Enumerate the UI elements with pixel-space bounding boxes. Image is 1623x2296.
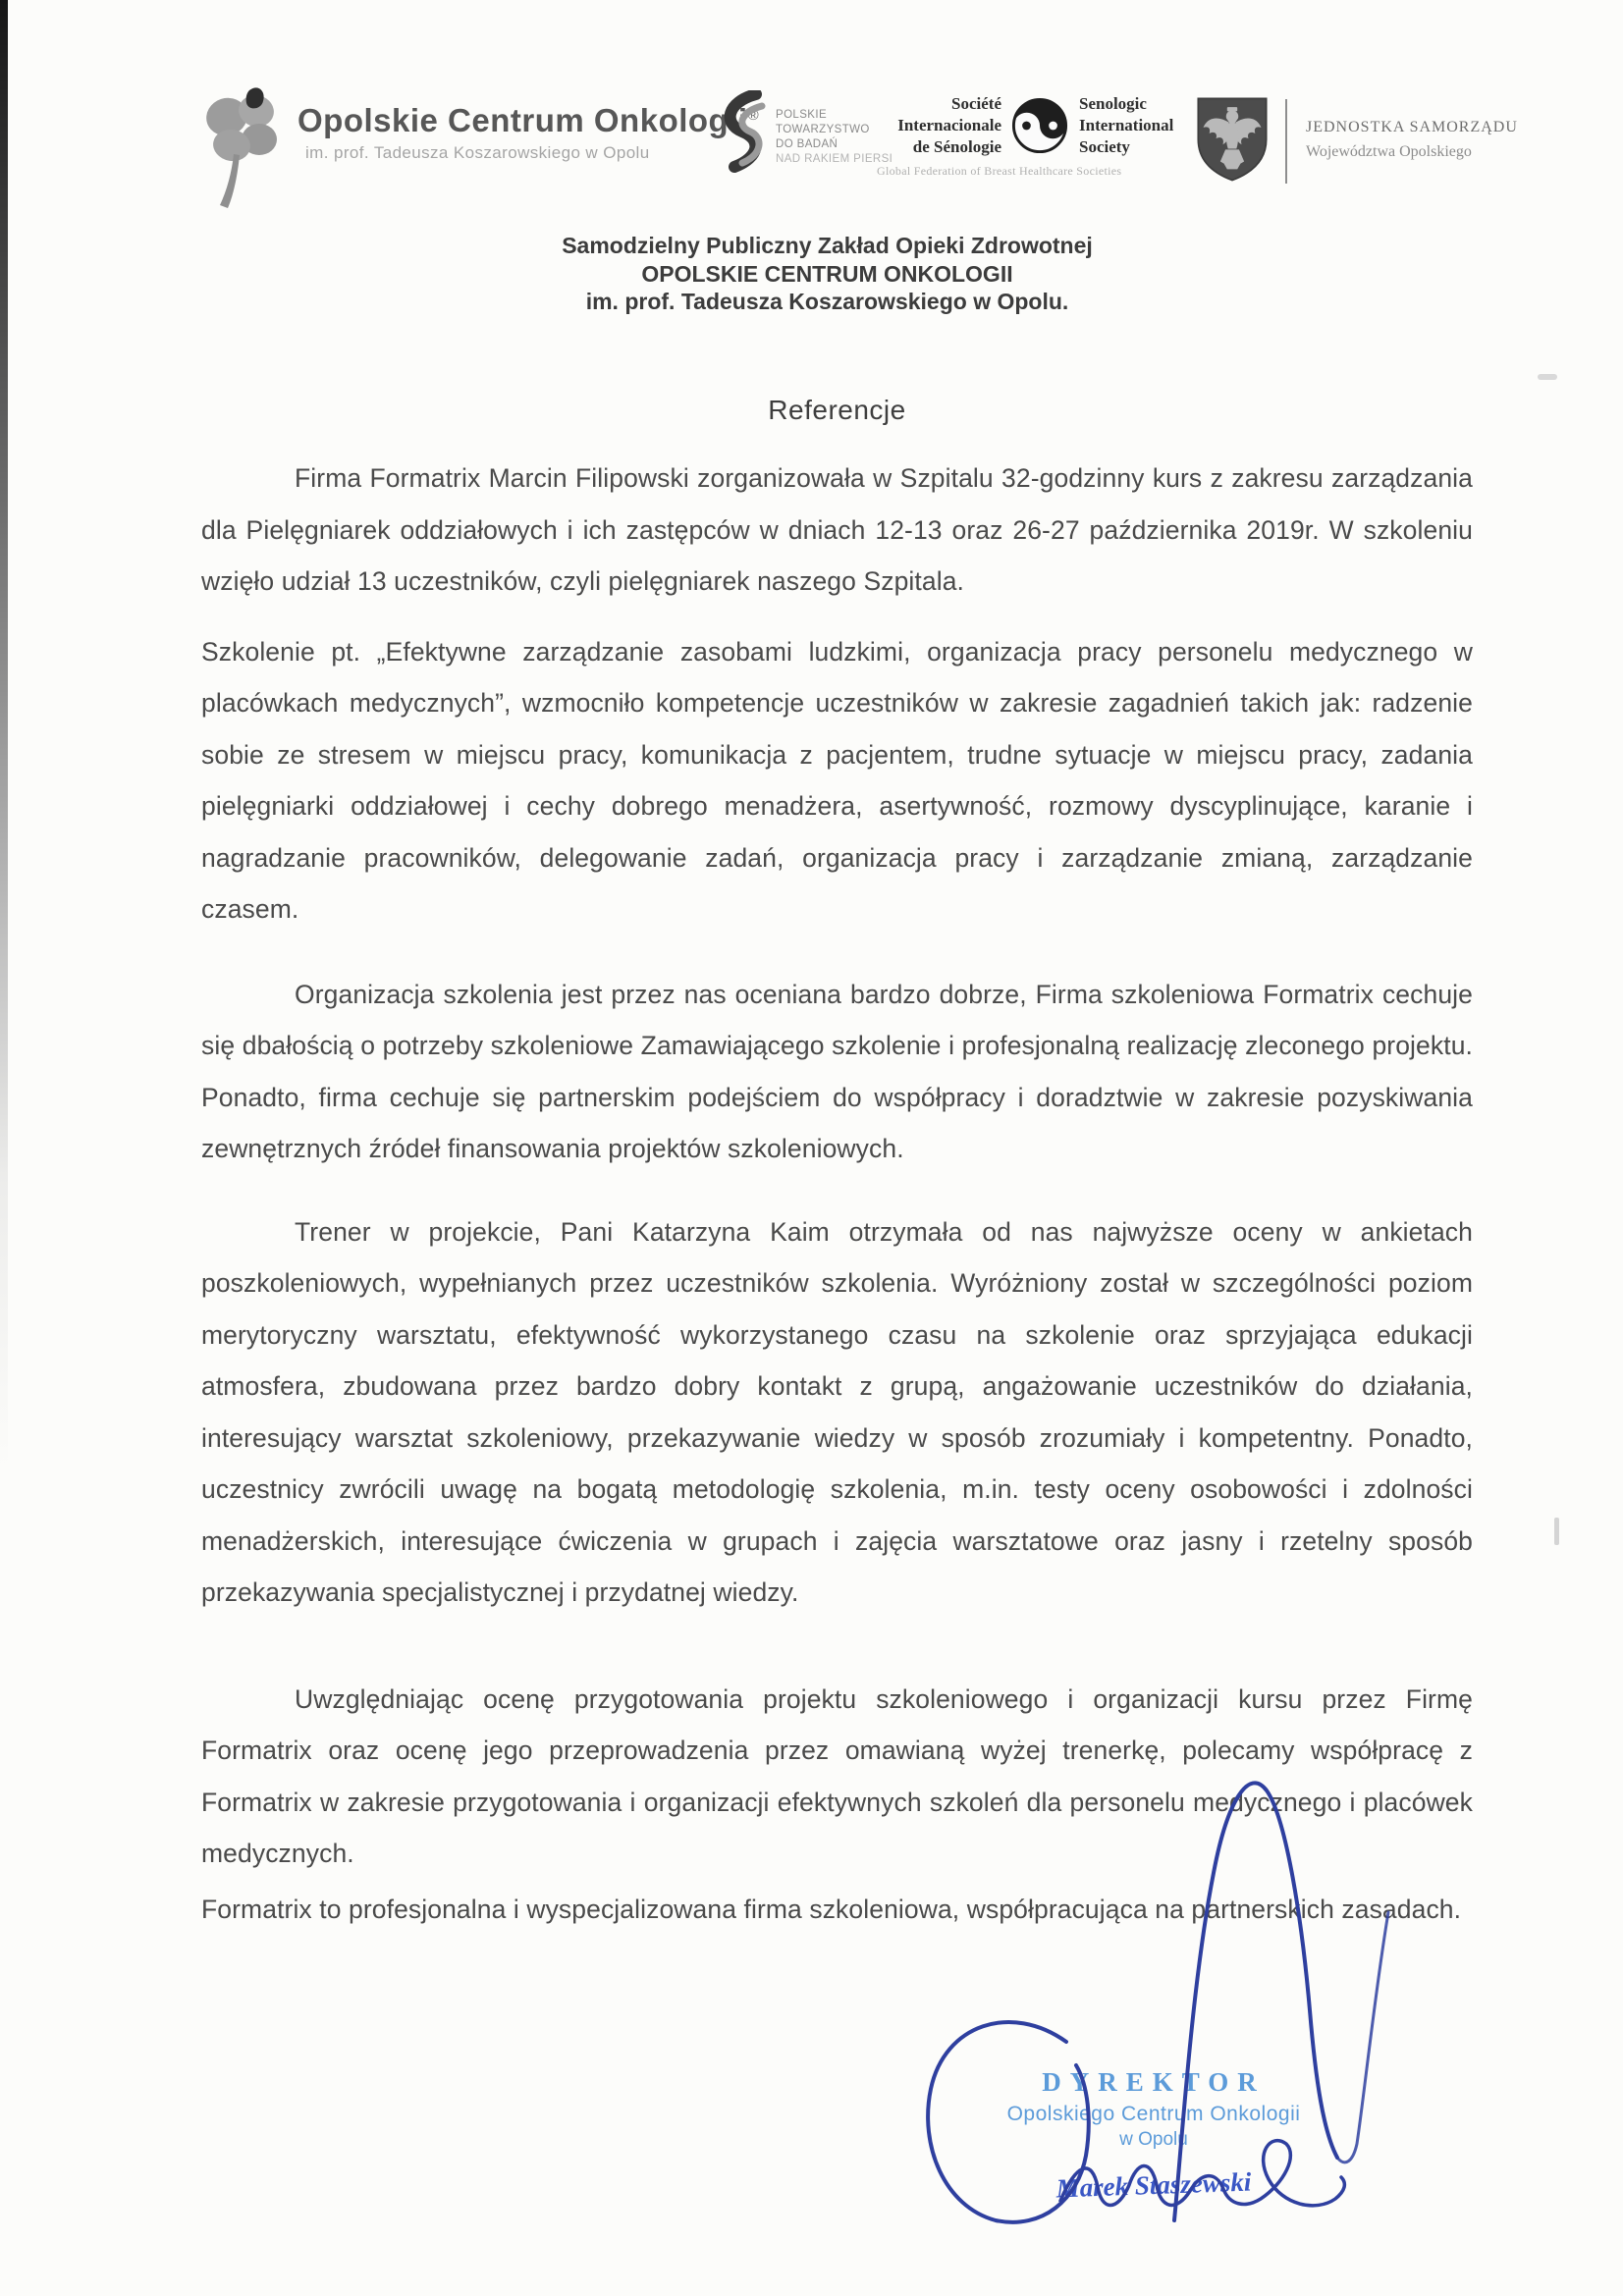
unit-line: Województwa Opolskiego <box>1306 143 1472 160</box>
org-name-text: Opolskie Centrum Onkologii <box>298 102 748 138</box>
stamp-role: DYREKTOR <box>1042 2067 1266 2097</box>
paragraph: Szkolenie pt. „Efektywne zarządzanie zasobami ludzkimi, organizacja pracy personelu medycznego w placówkach medycznych”, wzmocniło kompetencje uczestników w zakresie zagadnień takich jak: radzenie sobie ze stresem w miejscu pracy, komunikacja z pacjentem, trudne sytuacje w miejscu pracy, zadania pielęgniarki oddziałowej i cechy dobrego menadżera, asertywność, rozmowy dyscyplinujące, karanie i nagradzanie pracowników, delegowanie zadań, organizacja pracy i zarządzanie zmianą, zarządzanie czasem. <box>201 636 1473 924</box>
sis-english-line: Society <box>1079 137 1130 156</box>
address-line: OPOLSKIE CENTRUM ONKOLOGII <box>641 260 1013 287</box>
society-name-line: POLSKIE <box>776 109 828 121</box>
sis-french-line: Internacionale <box>897 116 1001 134</box>
scan-edge-shadow <box>0 0 8 1472</box>
society-name-line: NAD RAKIEM PIERSI <box>776 153 893 165</box>
sis-french-line: Société <box>951 94 1001 113</box>
stamp-signer-name: Marek Staszewski <box>1055 2166 1252 2204</box>
address-line: Samodzielny Publiczny Zakład Opieki Zdrowotnej <box>562 233 1093 258</box>
sis-french-line: de Sénologie <box>912 137 1001 156</box>
stamp-city: w Opolu <box>1119 2129 1188 2150</box>
paragraph: Uwzględniając ocenę przygotowania projektu szkoleniowego i organizacji kursu przez Firmę Formatrix oraz ocenę jego przeprowadzenia przez omawianą wyżej trenerkę, polecamy współpracę z Formatrix w zakresie przygotowania i organizacji efektywnych szkoleń dla personelu medycznego i placówek medycznych. <box>201 1683 1473 1868</box>
paragraph: Trener w projekcie, Pani Katarzyna Kaim otrzymała od nas najwyższe oceny w ankietach poszkoleniowych, wypełnianych przez uczestników szkolenia. Wyróżniony został w szczególności poziom merytoryczny warsztatu, efektywność wykorzystanego czasu na szkolenie oraz sprzyjająca edukacji atmosfera, zbudowana przez bardzo dobry kontakt z grupą, angażowanie uczestników do działania, interesujący warsztat szkoleniowy, przekazywanie wiedzy w sposób zrozumiały i kompetentny. Ponadto, uczestnicy zwrócili uwagę na bogatą metodologię szkolenia, m.in. testy oceny osobowości i zdolności menadżerskich, interesujące ćwiczenia w grupach i zajęcia warsztatowe oraz jasny i rzetelny sposób przekazywania specjalistycznej i przydatnej wiedzy. <box>201 1216 1473 1607</box>
stamp-org: Opolskiego Centrum Onkologii <box>1006 2103 1301 2125</box>
scan-artifact <box>1554 1518 1559 1545</box>
society-name-line: TOWARZYSTWO <box>776 124 870 135</box>
director-stamp <box>967 2067 1340 2204</box>
paragraph: Formatrix to profesjonalna i wyspecjalizowana firma szkoleniowa, współpracująca na partnerskich zasadach. <box>201 1894 1462 1924</box>
sis-english-line: International <box>1079 116 1174 134</box>
registered-mark: ® <box>747 107 760 124</box>
document-title: Referencje <box>768 395 906 425</box>
paragraph: Organizacja szkolenia jest przez nas oceniana bardzo dobrze, Firma szkoleniowa Formatrix cechuje się dbałością o potrzeby szkoleniowe Zamawiającego szkolenie i profesjonalną realizację zleconego projektu. Ponadto, firma cechuje się partnerskim podejściem do współpracy i doradztwie w zakresie pozyskiwania zewnętrznych źródeł finansowania projektów szkoleniowych. <box>201 979 1473 1163</box>
scan-artifact <box>1538 374 1557 380</box>
unit-line: JEDNOSTKA SAMORZĄDU <box>1306 119 1518 135</box>
sis-caption: Global Federation of Breast Healthcare Societies <box>877 164 1122 178</box>
sis-english-line: Senologic <box>1079 94 1147 113</box>
society-name-line: DO BADAŃ <box>776 138 839 150</box>
letter-body <box>201 0 1473 1935</box>
address-line: im. prof. Tadeusza Koszarowskiego w Opolu. <box>585 289 1069 314</box>
paragraph: Firma Formatrix Marcin Filipowski zorganizowała w Szpitalu 32-godzinny kurs z zakresu zarządzania dla Pielęgniarek oddziałowych i ich zastępców w dniach 12-13 oraz 26-27 października 2019r. W szkoleniu wzięło udział 13 uczestników, czyli pielęgniarek naszego Szpitala. <box>201 463 1473 596</box>
org-subtitle: im. prof. Tadeusza Koszarowskiego w Opolu <box>305 143 650 162</box>
